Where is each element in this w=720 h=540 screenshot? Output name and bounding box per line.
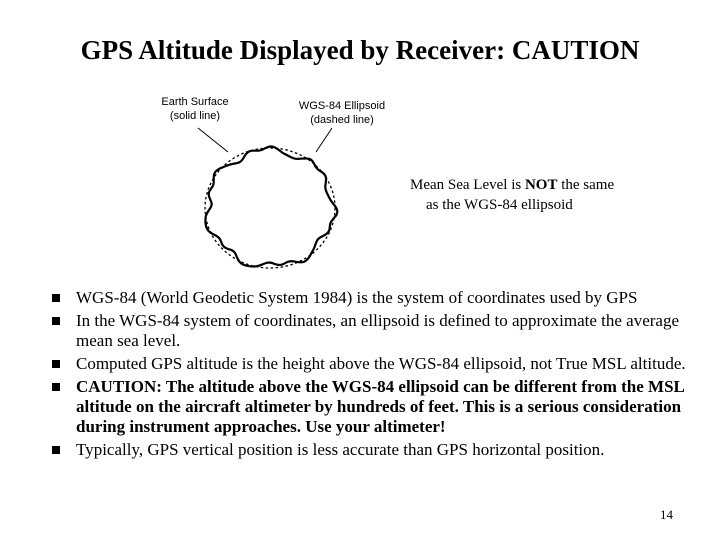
earth-ellipsoid-diagram (140, 90, 400, 275)
bullet-text: WGS-84 (World Geodetic System 1984) is the system of coordinates used by GPS (76, 288, 638, 307)
earth-surface-label (150, 95, 240, 123)
square-bullet-icon (52, 317, 60, 325)
bullet-item (50, 311, 690, 351)
wgs-label-line1: WGS-84 Ellipsoid (298, 100, 386, 112)
wgs84-ellipsoid-label (292, 99, 392, 127)
bullet-text: In the WGS-84 system of coordinates, an ellipsoid is defined to approximate the average mean sea level. (76, 311, 680, 350)
note-line1-after: the same (557, 177, 615, 193)
note-line1-emphasis: NOT (524, 177, 558, 193)
earth-leader-line (198, 128, 228, 152)
bullet-text: CAUTION: The altitude above the WGS-84 ellipsoid can be different from the MSL altitude on the aircraft altimeter by hundreds of feet. This is a serious consideration during instrument approaches. Use your altimeter! (76, 377, 684, 436)
square-bullet-icon (52, 294, 60, 302)
note-line2: as the WGS-84 ellipsoid (426, 197, 573, 213)
bullet-text: Computed GPS altitude is the height above the WGS-84 ellipsoid, not True MSL altitude. (76, 354, 686, 373)
note-line1-before: Mean Sea Level is (410, 177, 525, 193)
square-bullet-icon (52, 446, 60, 454)
bullet-item (50, 354, 690, 374)
square-bullet-icon (52, 383, 60, 391)
bullet-item-caution (50, 377, 690, 437)
wgs-label-line2: (dashed line) (310, 114, 374, 126)
bullet-text: Typically, GPS vertical position is less accurate than GPS horizontal position. (76, 440, 605, 459)
page-number: 14 (660, 507, 673, 522)
square-bullet-icon (52, 360, 60, 368)
earth-label-line1: Earth Surface (161, 96, 229, 108)
note-line1 (410, 175, 670, 195)
wgs-leader-line (316, 128, 332, 152)
msl-note (410, 175, 670, 215)
earth-label-line2: (solid line) (169, 110, 221, 122)
bullet-item (50, 288, 690, 308)
slide-title: GPS Altitude Displayed by Receiver: CAUTION (80, 35, 640, 65)
bullet-item (50, 440, 690, 460)
bullet-list (50, 288, 690, 463)
